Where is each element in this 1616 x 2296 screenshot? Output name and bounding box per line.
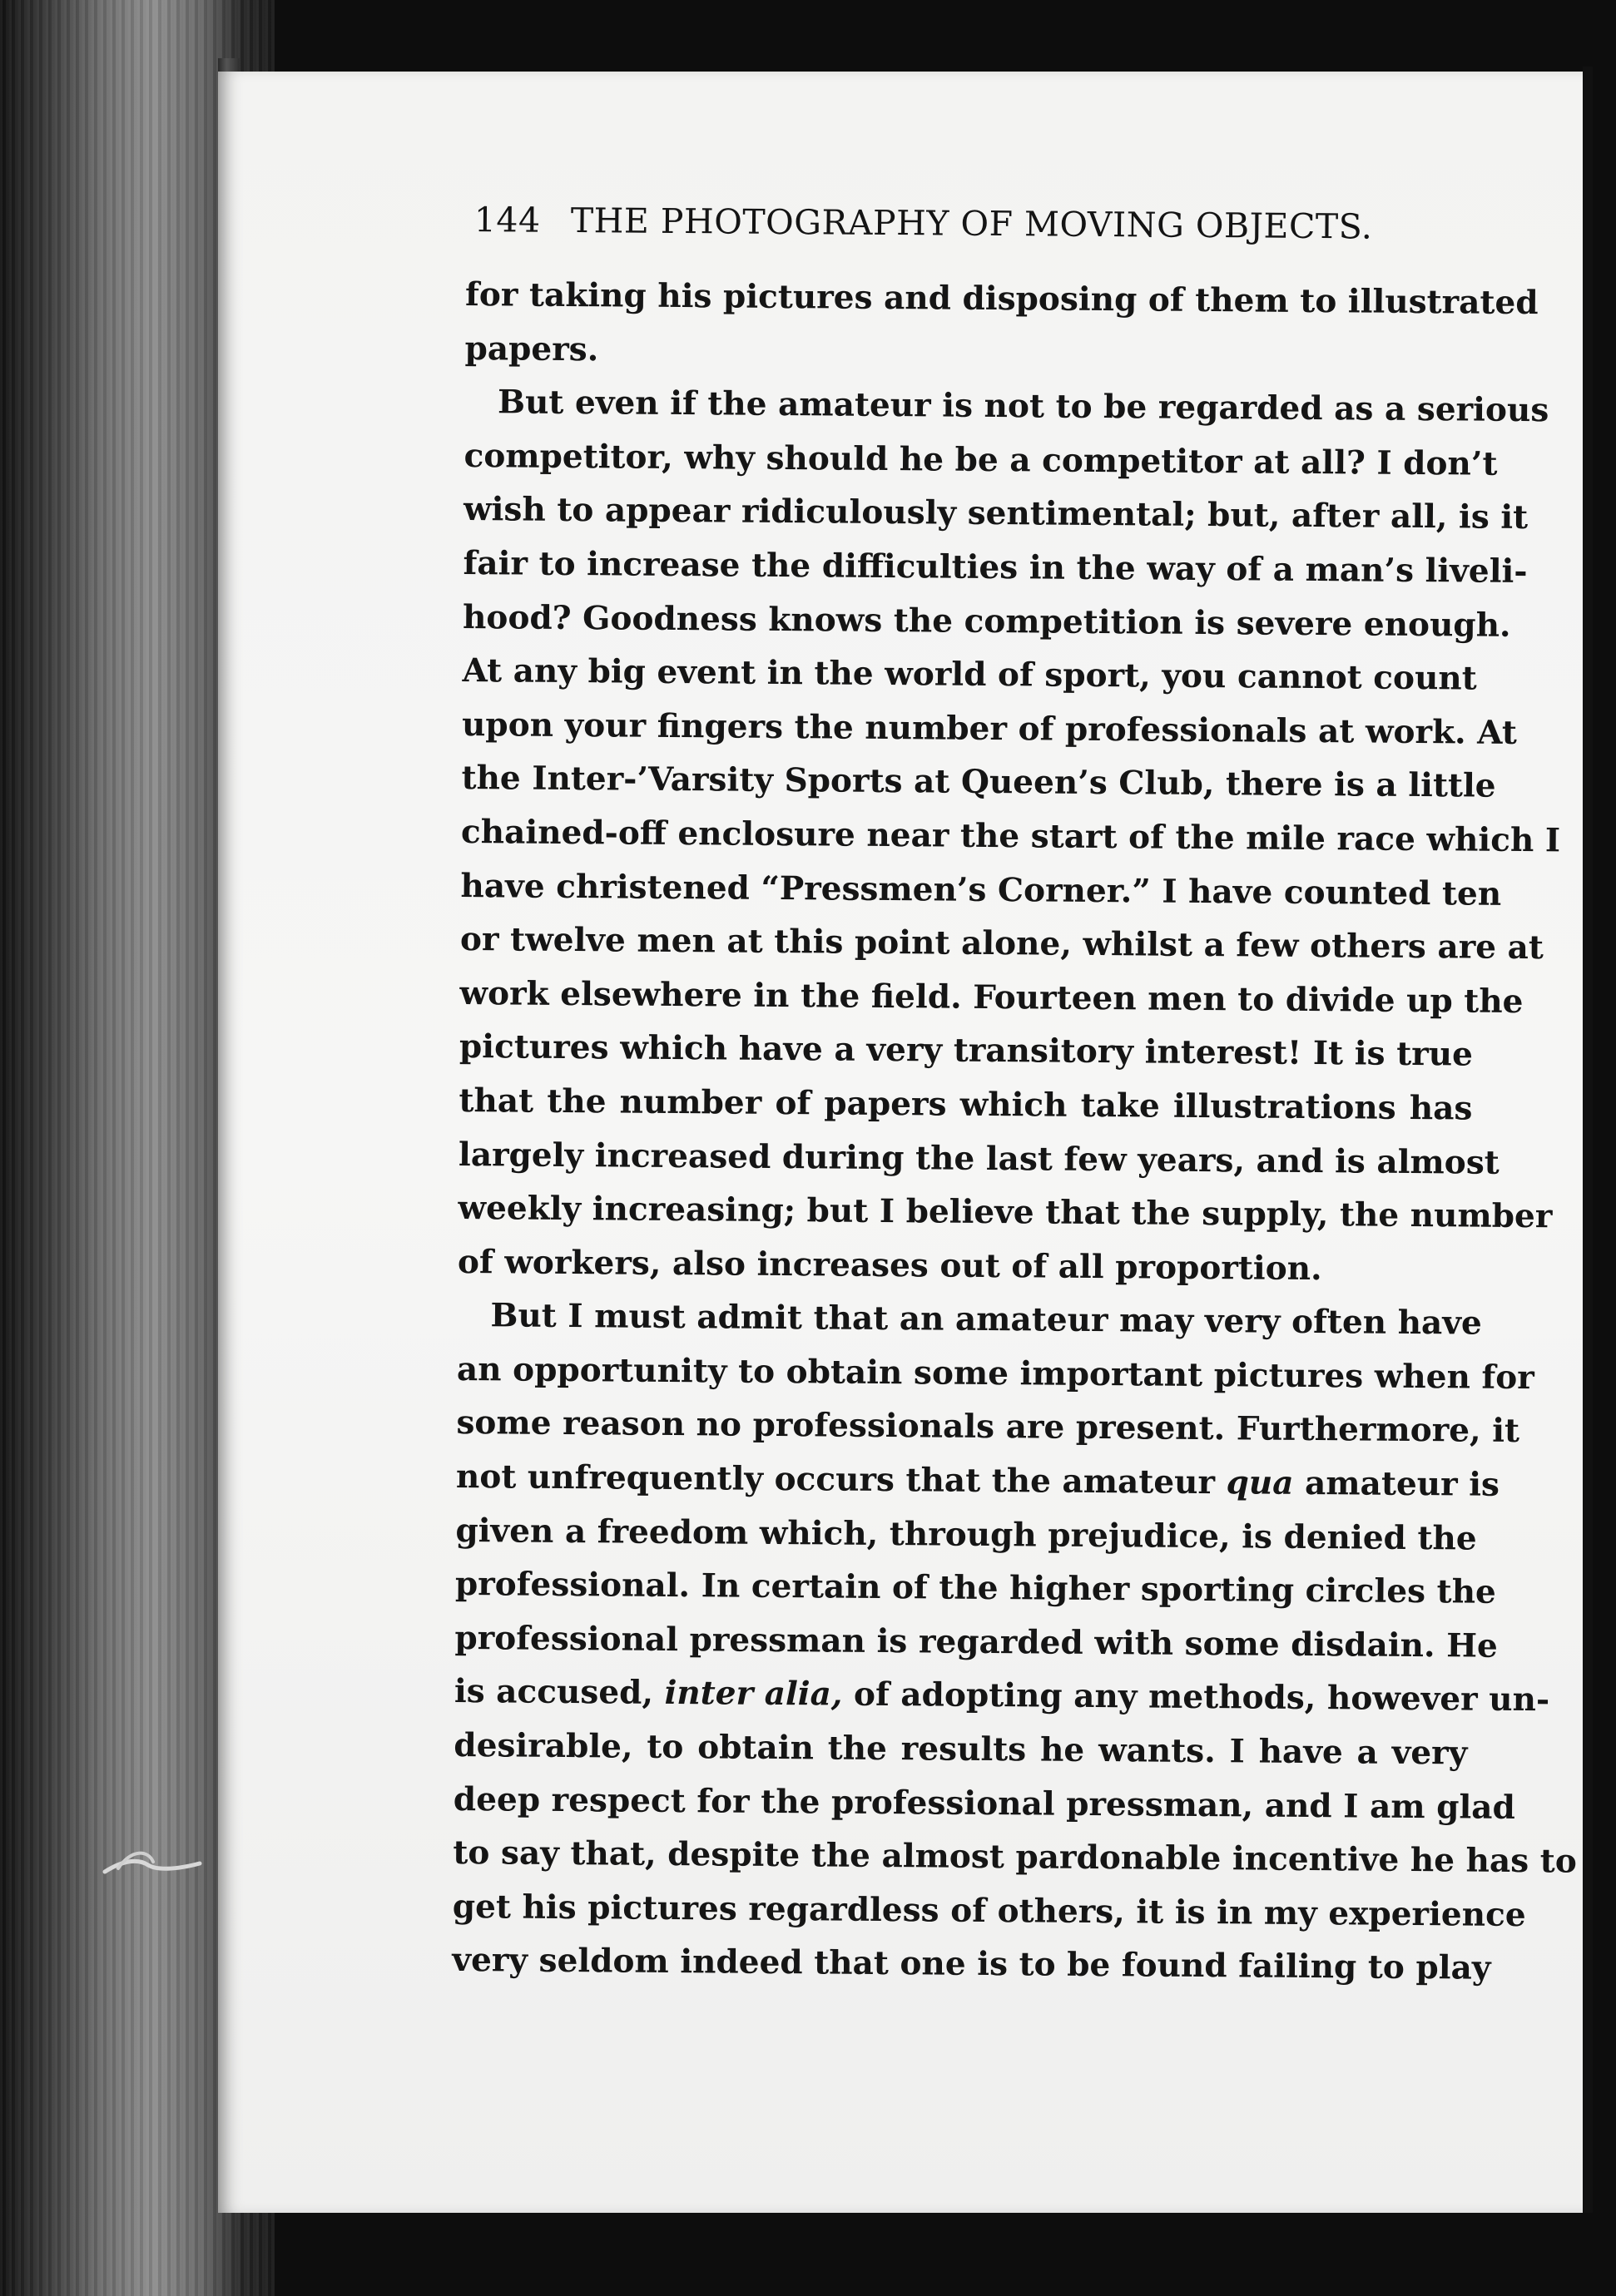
text-line: have christened “Pressmen’s Corner.” I have counted ten — [460, 866, 1502, 913]
text-line: professional. In certain of the higher sporting circles the — [454, 1565, 1497, 1612]
text-line: chained-off enclosure near the start of the mile race which I — [460, 812, 1561, 860]
text-segment: of adopting any methods, however un- — [853, 1675, 1550, 1720]
text-line — [454, 1665, 1550, 1726]
text-line: to say that, despite the almost pardonable incentive he has to — [453, 1833, 1577, 1881]
text-line: given a freedom which, through prejudice, is denied the — [455, 1511, 1477, 1558]
text-line: wish to appear ridiculously sentimental; but, after all, is it — [463, 490, 1529, 537]
text-line: very seldom indeed that one is to be found failing to play — [452, 1941, 1491, 1988]
text-segment: amateur is — [1304, 1464, 1500, 1504]
text-line: work elsewhere in the field. Fourteen men to divide up the — [459, 973, 1524, 1021]
text-line: papers. — [464, 329, 599, 369]
italic-phrase: qua — [1226, 1463, 1294, 1502]
text-line: pictures which have a very transitory interest! It is true — [459, 1027, 1474, 1074]
page-number: 144 — [473, 200, 541, 240]
text-line: for taking his pictures and disposing of them to illustrated — [464, 275, 1539, 323]
text-line: upon your fingers the number of professionals at work. At — [461, 705, 1518, 752]
text-line: of workers, also increases out of all proportion. — [457, 1242, 1322, 1288]
text-line: fair to increase the difficulties in the way of a man’s liveli- — [463, 543, 1528, 591]
italic-phrase: inter alia, — [664, 1674, 843, 1715]
text-line: But even if the amateur is not to be regarded as a serious — [497, 383, 1549, 430]
text-line — [455, 1450, 1500, 1512]
text-line: weekly increasing; but I believe that the supply, the number — [458, 1189, 1553, 1236]
text-line: professional pressman is regarded with some disdain. He — [454, 1618, 1499, 1665]
text-line: desirable, to obtain the results he wants. I have a very — [454, 1725, 1468, 1773]
text-line: At any big event in the world of sport, you cannot count — [462, 651, 1477, 698]
text-line: that the number of papers which take illustrations has — [459, 1081, 1473, 1128]
pencil-mark-icon — [98, 1840, 206, 1890]
page-header — [465, 200, 1480, 276]
text-line: get his pictures regardless of others, it is in my experience — [452, 1887, 1526, 1934]
text-line: an opportunity to obtain some important pictures when for — [456, 1349, 1535, 1398]
page-right-border — [1583, 67, 1593, 2213]
text-line: deep respect for the professional pressman, and I am glad — [453, 1779, 1516, 1827]
text-line: hood? Goodness knows the competition is severe enough. — [462, 597, 1511, 645]
text-line: or twelve men at this point alone, whilst a few others are at — [459, 920, 1544, 967]
text-line: competitor, why should he be a competitor at all? I don’t — [463, 436, 1498, 483]
text-line: some reason no professionals are present. Furthermore, it — [456, 1403, 1520, 1451]
text-line: the Inter-’Varsity Sports at Queen’s Club, there is a little — [461, 759, 1496, 806]
text-line: largely increased during the last few years, and is almost — [458, 1135, 1500, 1182]
text-segment: not unfrequently occurs that the amateur — [455, 1457, 1216, 1502]
page-text — [452, 200, 1577, 2012]
text-segment: is accused, — [454, 1672, 654, 1713]
running-head: THE PHOTOGRAPHY OF MOVING OBJECTS. — [570, 200, 1373, 247]
text-line: But I must admit that an amateur may very often have — [490, 1296, 1482, 1343]
